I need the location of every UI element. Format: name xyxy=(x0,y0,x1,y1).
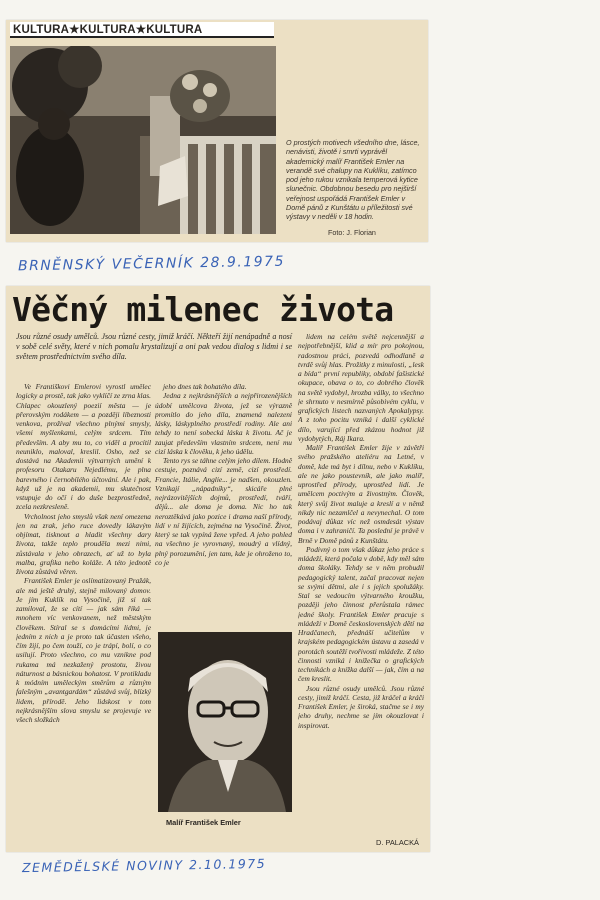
paragraph: Malíř František Emler žije v závětří svého pražského ateliéru na Letné, v domě, kde má byt i dílnu, nebo v Kuklíku, ale ne jako poustevník, ale jako malíř, uprostřed přírody, uprostřed lidí. Je umělcem poctivým a živostným. Člověk, který svůj život maluje a kreslí a v němž nikdy nic nezamlčel a nevynechal. O tom podávaj důkaz víc než osmdesát výstav doma i v zahraničí. Ta poslední je právě v Brně v Domě pánů z Kunštátu. xyxy=(298,443,424,545)
paragraph: Tento rys se táhne celým jeho dílem. Hodně cestuje, poznává cizí země, cizí prostředí. Francie, Itálie, Anglie... je nadšen, okouzlen. Vznikají „nápadníky“, skicáře plné nejrázovitějších dojmů, prostředí, tváří, dějů... ale doma je doma. Nic ho tak neroztěkává jako pozice i drama naší přírody, lidí v ní žijících, zejména na Vysočině. Život, který se tak vypíná žene vpřed. A jeho pohled na všechno je vyrovnaný, moudrý a vlídný, plný porozumění, jen tam, kde je ohroženo to, co je xyxy=(155,456,292,567)
paragraph: jeho dnes tak bohatého díla. xyxy=(163,382,247,391)
article-column-2 xyxy=(155,382,292,620)
section-banner: KULTURA★KULTURA★KULTURA xyxy=(10,22,274,38)
article-column-1 xyxy=(16,382,151,844)
paragraph: Jedna z nejkrásnějších a nejpřirozenějších údobí umělcova života, jež se výrazně promítlo do jeho díla, znamená nalezení lásky, láskyplného prostředí rodiny. Ale ani tehdy to není sobecká láska k životu. Ač je zaujat především vlastním srdcem, není mu cizí láska k člověku, k jeho údělu. xyxy=(155,391,292,456)
paragraph: Jsou různé osudy umělců. Jsou různé cesty, jimiž kráčí. Cesta, již kráčel a kráčí František Emler, je široká, stačme se i my jeho druhy, nechme se jím okouzlovat i inspirovat. xyxy=(298,683,424,730)
clipping-vecernik xyxy=(6,20,428,242)
author-signature: D. PALACKÁ xyxy=(376,838,419,847)
paragraph: lidem na celém světě nejcennější a nejpotřebnější, klid a mír pro pokojnou, radostnou práci, pozvedá odhodlaně a tvrdě svůj hlas. Prožitky z minulosti, „lesk a bída“ první republiky, období fašistické okupace, obava o to, co dobrého člověk na světě vydobyl, hrozba války, to všechno je shrnuto v nesmírně působivém cyklu, v grafických listech nazvaných Apokalypsy. A z toho pocitu vzniká i další cyklické dílo, varující před zkázou hodnot již vydobytých, Ráj Ikara. xyxy=(298,332,424,443)
photo-caption: O prostých motivech všedního dne, lásce, nenávisti, životě i smrti vyprávěl akademický malíř František Emler na verandě své chalupy na Kuklíku, zatímco pod jeho rukou vznikala temperová kytice slunečnic. Obdobnou besedu pro nejširší veřejnost uspořádá František Emler v Domě pánů z Kunštátu u příležitosti své výstavy v neděli v 18 hodin. xyxy=(286,138,420,222)
article-column-3 xyxy=(298,332,424,832)
article-lead: Jsou různé osudy umělců. Jsou různé cesty, jimiž kráčí. Někteří žijí nenápadně a nosí v sobě celé světy, které v nich pomalu krystalizují a oni pak vedou dialog s lidmi i se světem prostřednictvím svého díla. xyxy=(16,332,292,362)
handwritten-source-note: BRNĚNSKÝ VEČERNÍK 28.9.1975 xyxy=(17,253,286,275)
paragraph: František Emler je oslímatizovaný Pražák, ale má ještě druhý, stejně milovaný domov. Je jím Kuklík na Vysočině, již si tak zamiloval, že se cítí — jak sám říká — mnohem víc venkovanem, než městským člověkem. Stíral se s domácími lidmi, je jedním z nich a je proto tak účasten všeho, čím žijí, po čem touží, co je trápí, bolí, o co usilují. Proto všechno, co mu vznikne pod rukama má nezkažený prostotu, živou náturnost a básnickou bohatost. V protikladu k módním uměleckým směrům a různým falešným „avantgardám“ zůstává svůj, blízký lidem, přírodě. Jeho lidskost v tom nejkrásnějším slova smyslu se projevuje ve všech složkách xyxy=(16,576,151,724)
photo-credit: Foto: J. Florian xyxy=(328,228,376,237)
paragraph: Vrcholnost jeho smyslů však není omezena jen na zrak, jeho ruce dovedly lákavým objímat, tisknout a hladit všechny dary života, takže teplo prouděla mezi nimi, zůstávala v jeho obrazech, ať už to byla malba, grafika nebo koláže. A této jednotě života zůstává věren. xyxy=(16,511,151,576)
clipping-article xyxy=(6,286,430,852)
paragraph: Podivný o tom však důkaz jeho práce s mládeží, která počala v době, kdy měl sám doma školáky. Tehdy se v něm probudil pedagogický talent, začal pracovat nejen se svými dětmi, ale i s jejich spolužáky. Stal se vedoucím výtvarného kroužku, později jeho činnost přerůstala rámec jedné školy. František Emler pracuje s mládeží v Domě československých dětí na Hradčanech, přednáší učitelům v krajském pedagogickém ústavu a zasedá v porotách soutěží tvořivosti mládeže. Z této činnosti vzniká i knížečka o grafických technikách a knížka další — jak, čím a na čem kreslit. xyxy=(298,544,424,684)
handwritten-source-note: ZEMĚDĚLSKÉ NOVINY 2.10.1975 xyxy=(21,855,267,876)
photo-veranda xyxy=(10,46,276,234)
portrait-caption: Malíř František Emler xyxy=(166,818,241,827)
article-headline: Věčný milenec života xyxy=(12,290,394,329)
paragraph: Ve Františkovi Emlerovi vyrostl umělec logicky a prostě, tak jako vyklíčí ze zrna klas. Chlapec okouzlený poezií města — je přerovským rodákem — a později líbeznosti venkova, prožíval všechno plnými smysly, všemi myšlenkami, celým srdcem. Tím především. A aby mu to, co viděl a procítil neuniklo, maloval, kreslil. Osho, než se dostává na Akademii výtvarných umění k profesoru Otakaru Nejedlému, je plna barevného i černobílého účtování. Ale i pak, když už je na akademii, mu skutečnost vstupuje do očí i do duše bezprostředně, zcela nezkresleně. xyxy=(16,382,151,512)
portrait-photo xyxy=(158,632,292,812)
